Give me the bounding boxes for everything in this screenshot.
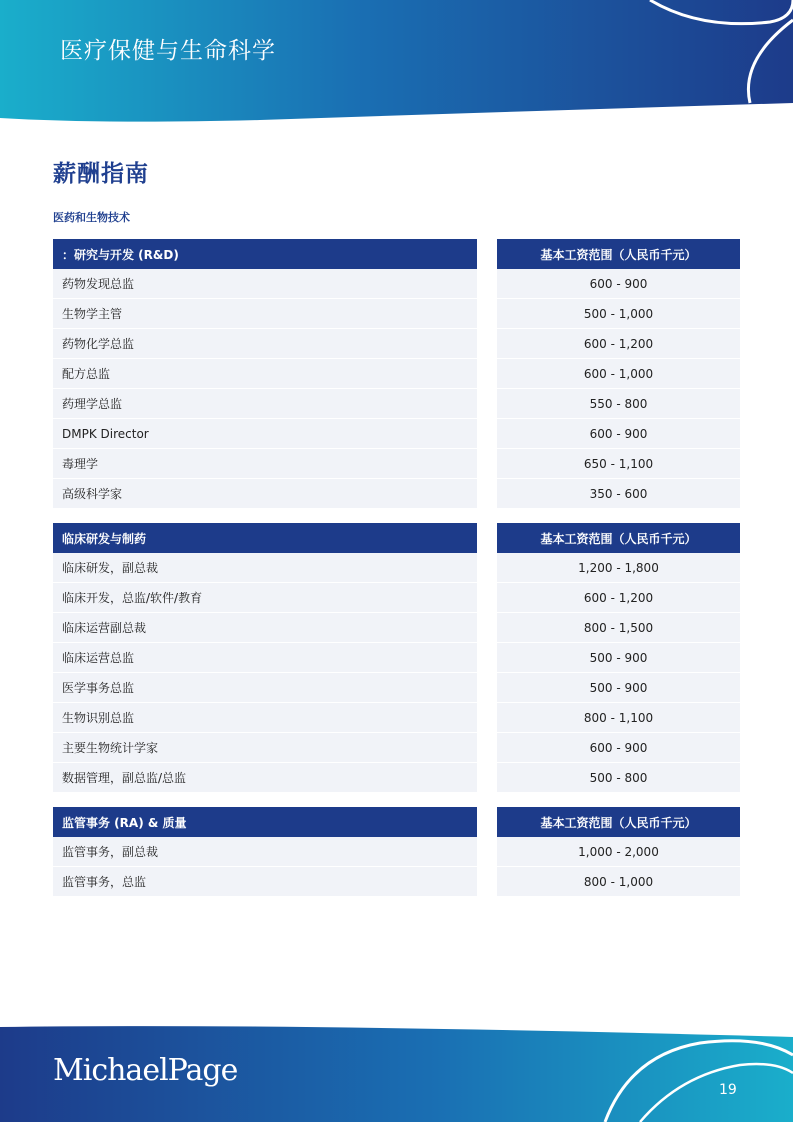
- range-cell: 600 - 1,000: [497, 359, 740, 389]
- role-cell: 临床开发，总监/软件/教育: [53, 583, 477, 613]
- range-cell: 550 - 800: [497, 389, 740, 419]
- table-row: [53, 643, 740, 673]
- table-row: [53, 583, 740, 613]
- role-cell: DMPK Director: [53, 419, 477, 449]
- role-cell: 生物识别总监: [53, 703, 477, 733]
- range-cell: 500 - 1,000: [497, 299, 740, 329]
- header-wave-graphic: [0, 0, 793, 130]
- table-row: [53, 673, 740, 703]
- role-cell: 临床运营总监: [53, 643, 477, 673]
- role-cell: 药物化学总监: [53, 329, 477, 359]
- role-cell: 配方总监: [53, 359, 477, 389]
- role-cell: 临床研发，副总裁: [53, 553, 477, 583]
- section-label: 医药和生物技术: [53, 211, 130, 224]
- role-cell: 医学事务总监: [53, 673, 477, 703]
- salary-table-regulatory: [53, 807, 740, 897]
- table-row: [53, 733, 740, 763]
- table-row: [53, 867, 740, 897]
- table-category-header: 监管事务 (RA) & 质量: [53, 807, 477, 837]
- range-cell: 800 - 1,100: [497, 703, 740, 733]
- header-title: 医疗保健与生命科学: [60, 38, 276, 64]
- table-row: [53, 703, 740, 733]
- range-cell: 500 - 800: [497, 763, 740, 793]
- footer-banner: [0, 1025, 793, 1122]
- table-salary-header: 基本工资范围（人民币千元）: [497, 523, 740, 553]
- table-row: [53, 419, 740, 449]
- table-row: [53, 269, 740, 299]
- range-cell: 600 - 1,200: [497, 329, 740, 359]
- table-row: [53, 479, 740, 509]
- range-cell: 800 - 1,000: [497, 867, 740, 897]
- range-cell: 600 - 1,200: [497, 583, 740, 613]
- range-cell: 650 - 1,100: [497, 449, 740, 479]
- range-cell: 600 - 900: [497, 269, 740, 299]
- range-cell: 600 - 900: [497, 733, 740, 763]
- table-header-row: [53, 239, 740, 269]
- role-cell: 高级科学家: [53, 479, 477, 509]
- table-header-row: [53, 807, 740, 837]
- range-cell: 1,200 - 1,800: [497, 553, 740, 583]
- role-cell: 数据管理，副总监/总监: [53, 763, 477, 793]
- salary-table-clinical: [53, 523, 740, 793]
- table-category-header: ：研究与开发 (R&D): [53, 239, 477, 269]
- salary-table-rnd: [53, 239, 740, 509]
- table-salary-header: 基本工资范围（人民币千元）: [497, 239, 740, 269]
- table-category-header: 临床研发与制药: [53, 523, 477, 553]
- table-row: [53, 763, 740, 793]
- range-cell: 800 - 1,500: [497, 613, 740, 643]
- range-cell: 1,000 - 2,000: [497, 837, 740, 867]
- table-header-row: [53, 523, 740, 553]
- table-row: [53, 449, 740, 479]
- michael-page-logo: MichaelPage: [53, 1053, 238, 1088]
- role-cell: 监管事务，副总裁: [53, 837, 477, 867]
- role-cell: 临床运营副总裁: [53, 613, 477, 643]
- range-cell: 600 - 900: [497, 419, 740, 449]
- header-banner: [0, 0, 793, 130]
- role-cell: 毒理学: [53, 449, 477, 479]
- page-heading: 薪酬指南: [53, 161, 149, 187]
- table-row: [53, 359, 740, 389]
- role-cell: 药物发现总监: [53, 269, 477, 299]
- role-cell: 监管事务，总监: [53, 867, 477, 897]
- role-cell: 主要生物统计学家: [53, 733, 477, 763]
- range-cell: 500 - 900: [497, 643, 740, 673]
- table-row: [53, 389, 740, 419]
- table-row: [53, 837, 740, 867]
- role-cell: 药理学总监: [53, 389, 477, 419]
- table-row: [53, 299, 740, 329]
- page-number: 19: [719, 1082, 737, 1098]
- table-row: [53, 613, 740, 643]
- table-row: [53, 329, 740, 359]
- table-salary-header: 基本工资范围（人民币千元）: [497, 807, 740, 837]
- range-cell: 500 - 900: [497, 673, 740, 703]
- range-cell: 350 - 600: [497, 479, 740, 509]
- role-cell: 生物学主管: [53, 299, 477, 329]
- table-row: [53, 553, 740, 583]
